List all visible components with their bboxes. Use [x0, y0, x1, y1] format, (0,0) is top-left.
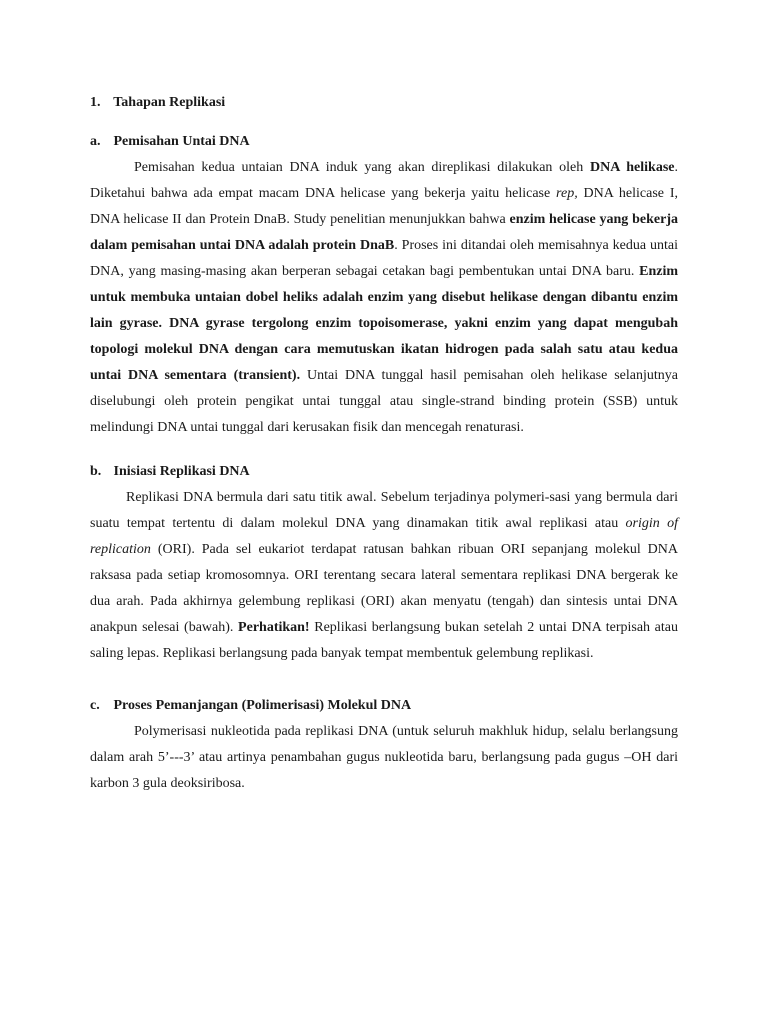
text-run: . Diketahui bahwa ada empat macam DNA helicase yang bekerja yaitu helicase: [90, 160, 678, 201]
text-run: DNA helicase I, DNA helicase II dan Protein DnaB. Study penelitian menunjukkan bahwa: [90, 186, 678, 227]
section-c-number: c.: [90, 698, 100, 713]
section-b-paragraph: [90, 485, 678, 667]
document-title: [90, 90, 678, 116]
text-run: Replikasi DNA bermula dari satu titik awal. Sebelum terjadinya polymeri-sasi yang bermula dari suatu tempat tertentu di dalam molekul DNA yang dinamakan titik awal replikasi atau: [90, 490, 678, 531]
section-b-heading: [90, 459, 678, 485]
bold-run: Enzim untuk membuka untaian dobel heliks adalah enzim yang disebut helikase dengan dibantu enzim lain gyrase. DNA gyrase tergolong enzim topoisomerase, yakni enzim yang dapat mengubah topologi molekul DNA dengan cara memutuskan ikatan hidrogen pada salah satu atau kedua untai DNA sementara (transient).: [90, 264, 678, 383]
italic-run: rep,: [556, 186, 578, 201]
section-c-paragraph: [90, 719, 678, 797]
text-run: Pemisahan kedua untaian DNA induk yang akan direplikasi dilakukan oleh: [134, 160, 590, 175]
text-run: . Proses ini ditandai oleh memisahnya kedua untai DNA, yang masing-masing akan berperan sebagai cetakan bagi pembentukan untai DNA baru.: [90, 238, 678, 279]
bold-run: DNA helikase: [589, 160, 675, 175]
text-run: Polymerisasi nukleotida pada replikasi DNA (untuk seluruh makhluk hidup, selalu berlangsung dalam arah 5’---3’ atau artinya penambahan gugus nukleotida baru, berlangsung pada gugus –OH dari karbon 3 gula deoksiribosa.: [90, 724, 678, 791]
section-a-paragraph: [90, 155, 678, 441]
section-c-title: Proses Pemanjangan (Polimerisasi) Molekul DNA: [113, 698, 412, 713]
section-a-heading: [90, 129, 678, 155]
italic-run: origin of replication: [90, 516, 678, 557]
title-number: 1.: [90, 95, 101, 110]
document-page: [90, 90, 678, 797]
bold-run: enzim helicase yang bekerja dalam pemisahan untai DNA adalah protein DnaB: [90, 212, 678, 253]
section-a-title: Pemisahan Untai DNA: [113, 134, 250, 149]
bold-run: Perhatikan!: [238, 620, 310, 635]
section-c-heading: [90, 693, 678, 719]
section-b-number: b.: [90, 464, 102, 479]
section-a-number: a.: [90, 134, 101, 149]
text-run: Untai DNA tunggal hasil pemisahan oleh helikase selanjutnya diselubungi oleh protein pengikat untai tunggal atau single-strand binding protein (SSB) untuk melindungi DNA untai tunggal dari kerusakan fisik dan mencegah renaturasi.: [90, 368, 678, 435]
text-run: Replikasi berlangsung bukan setelah 2 untai DNA terpisah atau saling lepas. Replikasi berlangsung pada banyak tempat membentuk gelembung replikasi.: [90, 620, 678, 661]
title-text: Tahapan Replikasi: [113, 95, 226, 110]
text-run: (ORI). Pada sel eukariot terdapat ratusan bahkan ribuan ORI sepanjang molekul DNA raksasa pada setiap kromosomnya. ORI terentang secara lateral sementara replikasi DNA bergerak ke dua arah. Pada akhirnya gelembung replikasi (ORI) akan menyatu (tengah) dan sintesis untai DNA anakpun selesai (bawah).: [90, 542, 678, 635]
section-b-title: Inisiasi Replikasi DNA: [113, 464, 250, 479]
